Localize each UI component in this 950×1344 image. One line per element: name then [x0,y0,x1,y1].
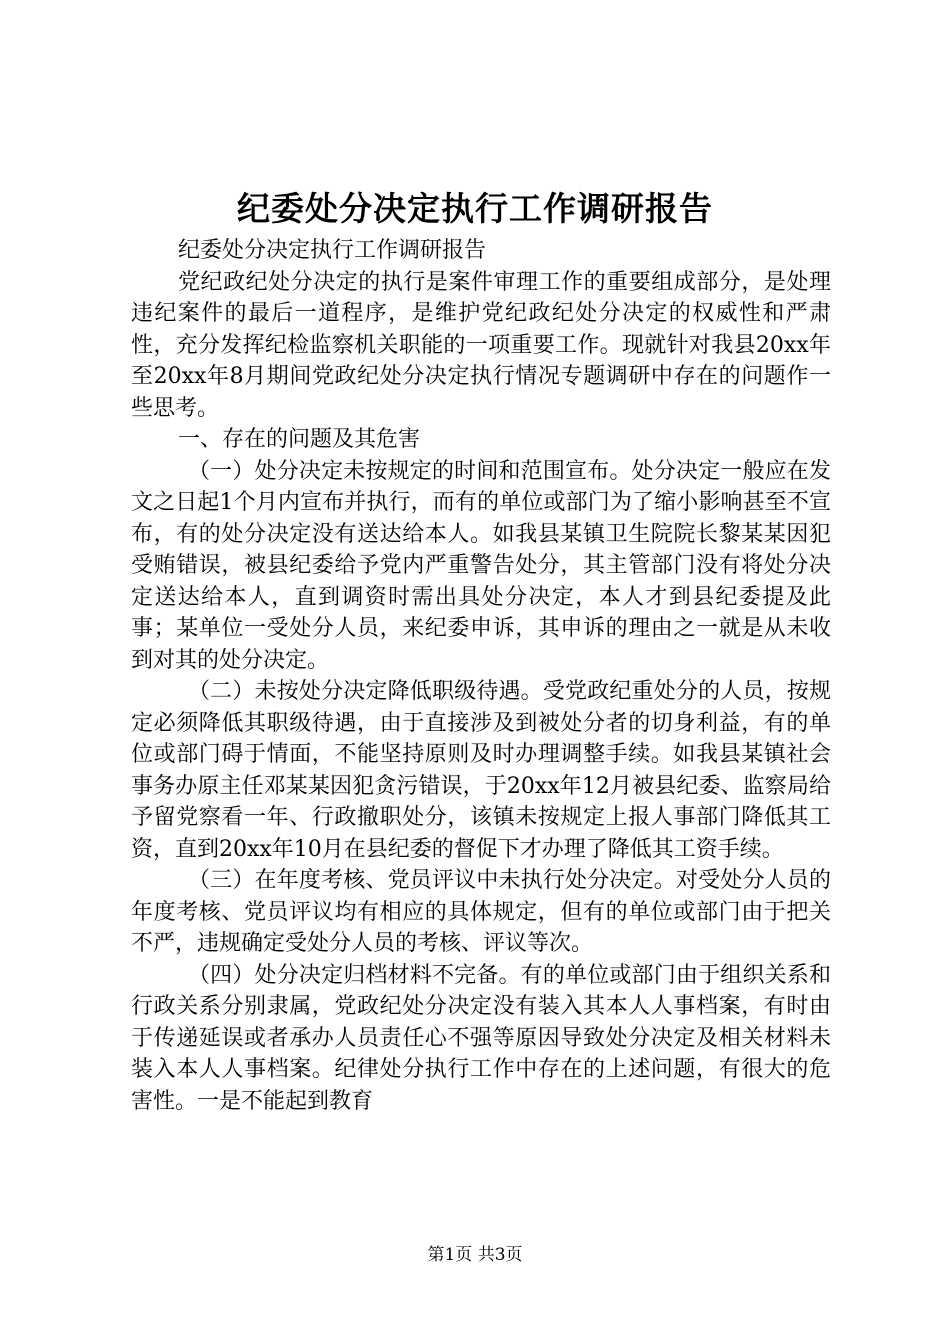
paragraph-item-1: （一）处分决定未按规定的时间和范围宣布。处分决定一般应在发文之日起1个月内宣布并执行，而有的单位或部门为了缩小影响甚至不宣布，有的处分决定没有送达给本人。如我县某镇卫生院院长黎某某因犯受贿错误，被县纪委给予党内严重警告处分，其主管部门没有将处分决定送达给本人，直到调资时需出具处分决定，本人才到县纪委提及此事；某单位一受处分人员，来纪委申诉，其申诉的理由之一就是从未收到对其的处分决定。 [131,458,831,673]
paragraph-item-4: （四）处分决定归档材料不完备。有的单位或部门由于组织关系和行政关系分别隶属，党政纪处分决定没有装入其本人人事档案，有时由于传递延误或者承办人员责任心不强等原因导致处分决定及相关材料未装入本人人事档案。纪律处分执行工作中存在的上述问题，有很大的危害性。一是不能起到教育 [131,962,831,1114]
section-heading-problems: 一、存在的问题及其危害 [178,427,421,452]
paragraph-subtitle: 纪委处分决定执行工作调研报告 [178,238,487,263]
page-footer: 第1页 共3页 [427,1245,523,1265]
document-body [131,235,831,1117]
paragraph-intro: 党纪政纪处分决定的执行是案件审理工作的重要组成部分，是处理违纪案件的最后一道程序，是维护党纪政纪处分决定的权威性和严肃性，充分发挥纪检监察机关职能的一项重要工作。现就针对我县20xx年至20xx年8月期间党政纪处分决定执行情况专题调研中存在的问题作一些思考。 [131,269,831,421]
paragraph-item-3: （三）在年度考核、党员评议中未执行处分决定。对受处分人员的年度考核、党员评议均有相应的具体规定，但有的单位或部门由于把关不严，违规确定受处分人员的考核、评议等次。 [131,868,831,956]
paragraph-item-2: （二）未按处分决定降低职级待遇。受党政纪重处分的人员，按规定必须降低其职级待遇，由于直接涉及到被处分者的切身利益，有的单位或部门碍于情面，不能坚持原则及时办理调整手续。如我县某镇社会事务办原主任邓某某因犯贪污错误，于20xx年12月被县纪委、监察局给予留党察看一年、行政撤职处分，该镇未按规定上报人事部门降低其工资，直到20xx年10月在县纪委的督促下才办理了降低其工资手续。 [131,679,831,862]
document-title: 纪委处分决定执行工作调研报告 [237,189,713,228]
